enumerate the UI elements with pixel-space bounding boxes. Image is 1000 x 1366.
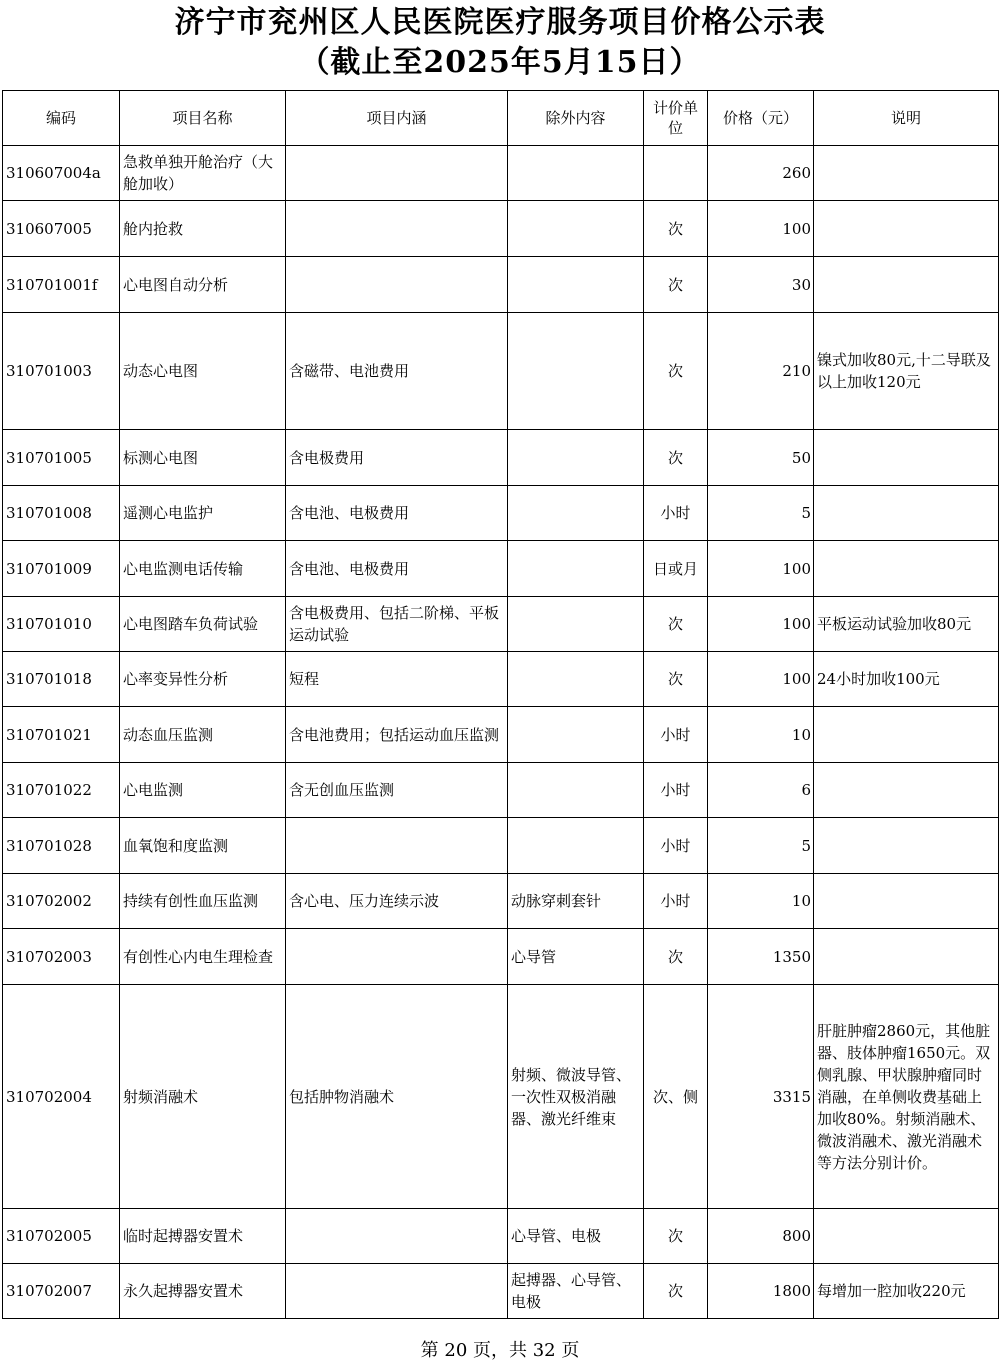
cell-content — [286, 818, 508, 874]
cell-code: 310701028 — [3, 818, 120, 874]
cell-unit: 次 — [644, 929, 708, 985]
cell-code: 310701022 — [3, 763, 120, 818]
cell-price: 1350 — [708, 929, 814, 985]
cell-name: 心电监测 — [120, 763, 286, 818]
cell-name: 标测心电图 — [120, 430, 286, 486]
page-subtitle-date: （截止至2025年5月15日） — [299, 45, 701, 80]
header-content: 项目内涵 — [286, 91, 508, 146]
cell-unit: 次 — [644, 201, 708, 257]
header-except: 除外内容 — [508, 91, 644, 146]
cell-note: 肝脏肿瘤2860元，其他脏器、肢体肿瘤1650元。双侧乳腺、甲状腺肿瘤同时消融，在单侧收费基础上加收80%。射频消融术、微波消融术、激光消融术等方法分别计价。 — [814, 985, 999, 1209]
cell-price: 210 — [708, 313, 814, 430]
table-row — [3, 541, 999, 597]
table-row — [3, 201, 999, 257]
cell-name: 动态心电图 — [120, 313, 286, 430]
cell-code: 310701009 — [3, 541, 120, 597]
cell-price: 800 — [708, 1209, 814, 1264]
cell-unit: 次 — [644, 597, 708, 652]
cell-note — [814, 818, 999, 874]
cell-price: 260 — [708, 146, 814, 201]
cell-unit: 小时 — [644, 874, 708, 929]
cell-except — [508, 486, 644, 541]
cell-note — [814, 201, 999, 257]
cell-note — [814, 146, 999, 201]
cell-except — [508, 313, 644, 430]
cell-note — [814, 707, 999, 763]
cell-except: 射频、微波导管、一次性双极消融器、激光纤维束 — [508, 985, 644, 1209]
cell-except: 起搏器、心导管、电极 — [508, 1264, 644, 1319]
cell-code: 310701005 — [3, 430, 120, 486]
cell-content: 短程 — [286, 652, 508, 707]
cell-content: 含无创血压监测 — [286, 763, 508, 818]
cell-unit: 次、侧 — [644, 985, 708, 1209]
cell-content: 包括肿物消融术 — [286, 985, 508, 1209]
cell-content — [286, 146, 508, 201]
header-price: 价格（元） — [708, 91, 814, 146]
page-title: 济宁市兖州区人民医院医疗服务项目价格公示表 — [174, 5, 826, 40]
cell-note — [814, 874, 999, 929]
cell-code: 310701001f — [3, 257, 120, 313]
cell-note — [814, 541, 999, 597]
cell-name: 急救单独开舱治疗（大舱加收） — [120, 146, 286, 201]
cell-note — [814, 257, 999, 313]
header-unit: 计价单位 — [644, 91, 708, 146]
table-row — [3, 1209, 999, 1264]
cell-unit — [644, 146, 708, 201]
cell-unit: 次 — [644, 1209, 708, 1264]
cell-code: 310701018 — [3, 652, 120, 707]
table-row — [3, 146, 999, 201]
cell-name: 永久起搏器安置术 — [120, 1264, 286, 1319]
cell-unit: 日或月 — [644, 541, 708, 597]
cell-content: 含电池费用；包括运动血压监测 — [286, 707, 508, 763]
cell-price: 1800 — [708, 1264, 814, 1319]
cell-content — [286, 1264, 508, 1319]
cell-code: 310702007 — [3, 1264, 120, 1319]
table-row — [3, 652, 999, 707]
table-row — [3, 763, 999, 818]
cell-note: 24小时加收100元 — [814, 652, 999, 707]
cell-unit: 次 — [644, 652, 708, 707]
cell-except — [508, 146, 644, 201]
table-row — [3, 313, 999, 430]
cell-content: 含心电、压力连续示波 — [286, 874, 508, 929]
cell-except — [508, 763, 644, 818]
cell-code: 310702004 — [3, 985, 120, 1209]
table-row — [3, 1264, 999, 1319]
cell-note: 平板运动试验加收80元 — [814, 597, 999, 652]
table-row — [3, 929, 999, 985]
cell-content: 含电极费用、包括二阶梯、平板运动试验 — [286, 597, 508, 652]
cell-code: 310701010 — [3, 597, 120, 652]
table-row — [3, 597, 999, 652]
cell-name: 心电监测电话传输 — [120, 541, 286, 597]
cell-content — [286, 929, 508, 985]
cell-price: 10 — [708, 707, 814, 763]
table-row — [3, 874, 999, 929]
cell-name: 临时起搏器安置术 — [120, 1209, 286, 1264]
price-table — [2, 90, 999, 1319]
cell-note: 每增加一腔加收220元 — [814, 1264, 999, 1319]
cell-code: 310607004a — [3, 146, 120, 201]
cell-name: 动态血压监测 — [120, 707, 286, 763]
cell-note: 镍式加收80元,十二导联及以上加收120元 — [814, 313, 999, 430]
cell-code: 310702003 — [3, 929, 120, 985]
cell-unit: 次 — [644, 257, 708, 313]
cell-except — [508, 707, 644, 763]
table-header-row — [3, 91, 999, 146]
cell-content: 含电池、电极费用 — [286, 486, 508, 541]
cell-note — [814, 929, 999, 985]
table-row — [3, 486, 999, 541]
header-code: 编码 — [3, 91, 120, 146]
cell-name: 心电图踏车负荷试验 — [120, 597, 286, 652]
cell-note — [814, 1209, 999, 1264]
cell-note — [814, 486, 999, 541]
cell-except — [508, 257, 644, 313]
cell-code: 310701021 — [3, 707, 120, 763]
cell-except: 心导管 — [508, 929, 644, 985]
cell-price: 100 — [708, 652, 814, 707]
cell-name: 遥测心电监护 — [120, 486, 286, 541]
cell-except — [508, 818, 644, 874]
cell-unit: 小时 — [644, 763, 708, 818]
cell-price: 3315 — [708, 985, 814, 1209]
cell-except — [508, 201, 644, 257]
cell-name: 持续有创性血压监测 — [120, 874, 286, 929]
cell-name: 心率变异性分析 — [120, 652, 286, 707]
header-name: 项目名称 — [120, 91, 286, 146]
cell-price: 5 — [708, 818, 814, 874]
cell-unit: 次 — [644, 313, 708, 430]
cell-except: 动脉穿刺套针 — [508, 874, 644, 929]
cell-except — [508, 430, 644, 486]
cell-price: 10 — [708, 874, 814, 929]
cell-unit: 次 — [644, 430, 708, 486]
cell-price: 50 — [708, 430, 814, 486]
cell-unit: 小时 — [644, 486, 708, 541]
table-row — [3, 818, 999, 874]
page-footer: 第 20 页，共 32 页 — [420, 1340, 580, 1361]
table-row — [3, 430, 999, 486]
cell-except — [508, 597, 644, 652]
cell-price: 30 — [708, 257, 814, 313]
cell-content: 含电极费用 — [286, 430, 508, 486]
table-row — [3, 257, 999, 313]
cell-content — [286, 257, 508, 313]
cell-name: 舱内抢救 — [120, 201, 286, 257]
cell-code: 310702002 — [3, 874, 120, 929]
cell-note — [814, 430, 999, 486]
table-row — [3, 985, 999, 1209]
cell-code: 310701003 — [3, 313, 120, 430]
cell-code: 310702005 — [3, 1209, 120, 1264]
cell-unit: 次 — [644, 1264, 708, 1319]
cell-content: 含电池、电极费用 — [286, 541, 508, 597]
cell-unit: 小时 — [644, 707, 708, 763]
cell-price: 100 — [708, 201, 814, 257]
cell-content — [286, 1209, 508, 1264]
cell-content — [286, 201, 508, 257]
cell-name: 血氧饱和度监测 — [120, 818, 286, 874]
cell-price: 5 — [708, 486, 814, 541]
cell-price: 100 — [708, 541, 814, 597]
cell-code: 310701008 — [3, 486, 120, 541]
cell-note — [814, 763, 999, 818]
cell-name: 有创性心内电生理检查 — [120, 929, 286, 985]
cell-unit: 小时 — [644, 818, 708, 874]
cell-except — [508, 652, 644, 707]
table-row — [3, 707, 999, 763]
cell-name: 射频消融术 — [120, 985, 286, 1209]
cell-price: 100 — [708, 597, 814, 652]
cell-price: 6 — [708, 763, 814, 818]
header-note: 说明 — [814, 91, 999, 146]
cell-code: 310607005 — [3, 201, 120, 257]
cell-name: 心电图自动分析 — [120, 257, 286, 313]
cell-content: 含磁带、电池费用 — [286, 313, 508, 430]
cell-except: 心导管、电极 — [508, 1209, 644, 1264]
cell-except — [508, 541, 644, 597]
